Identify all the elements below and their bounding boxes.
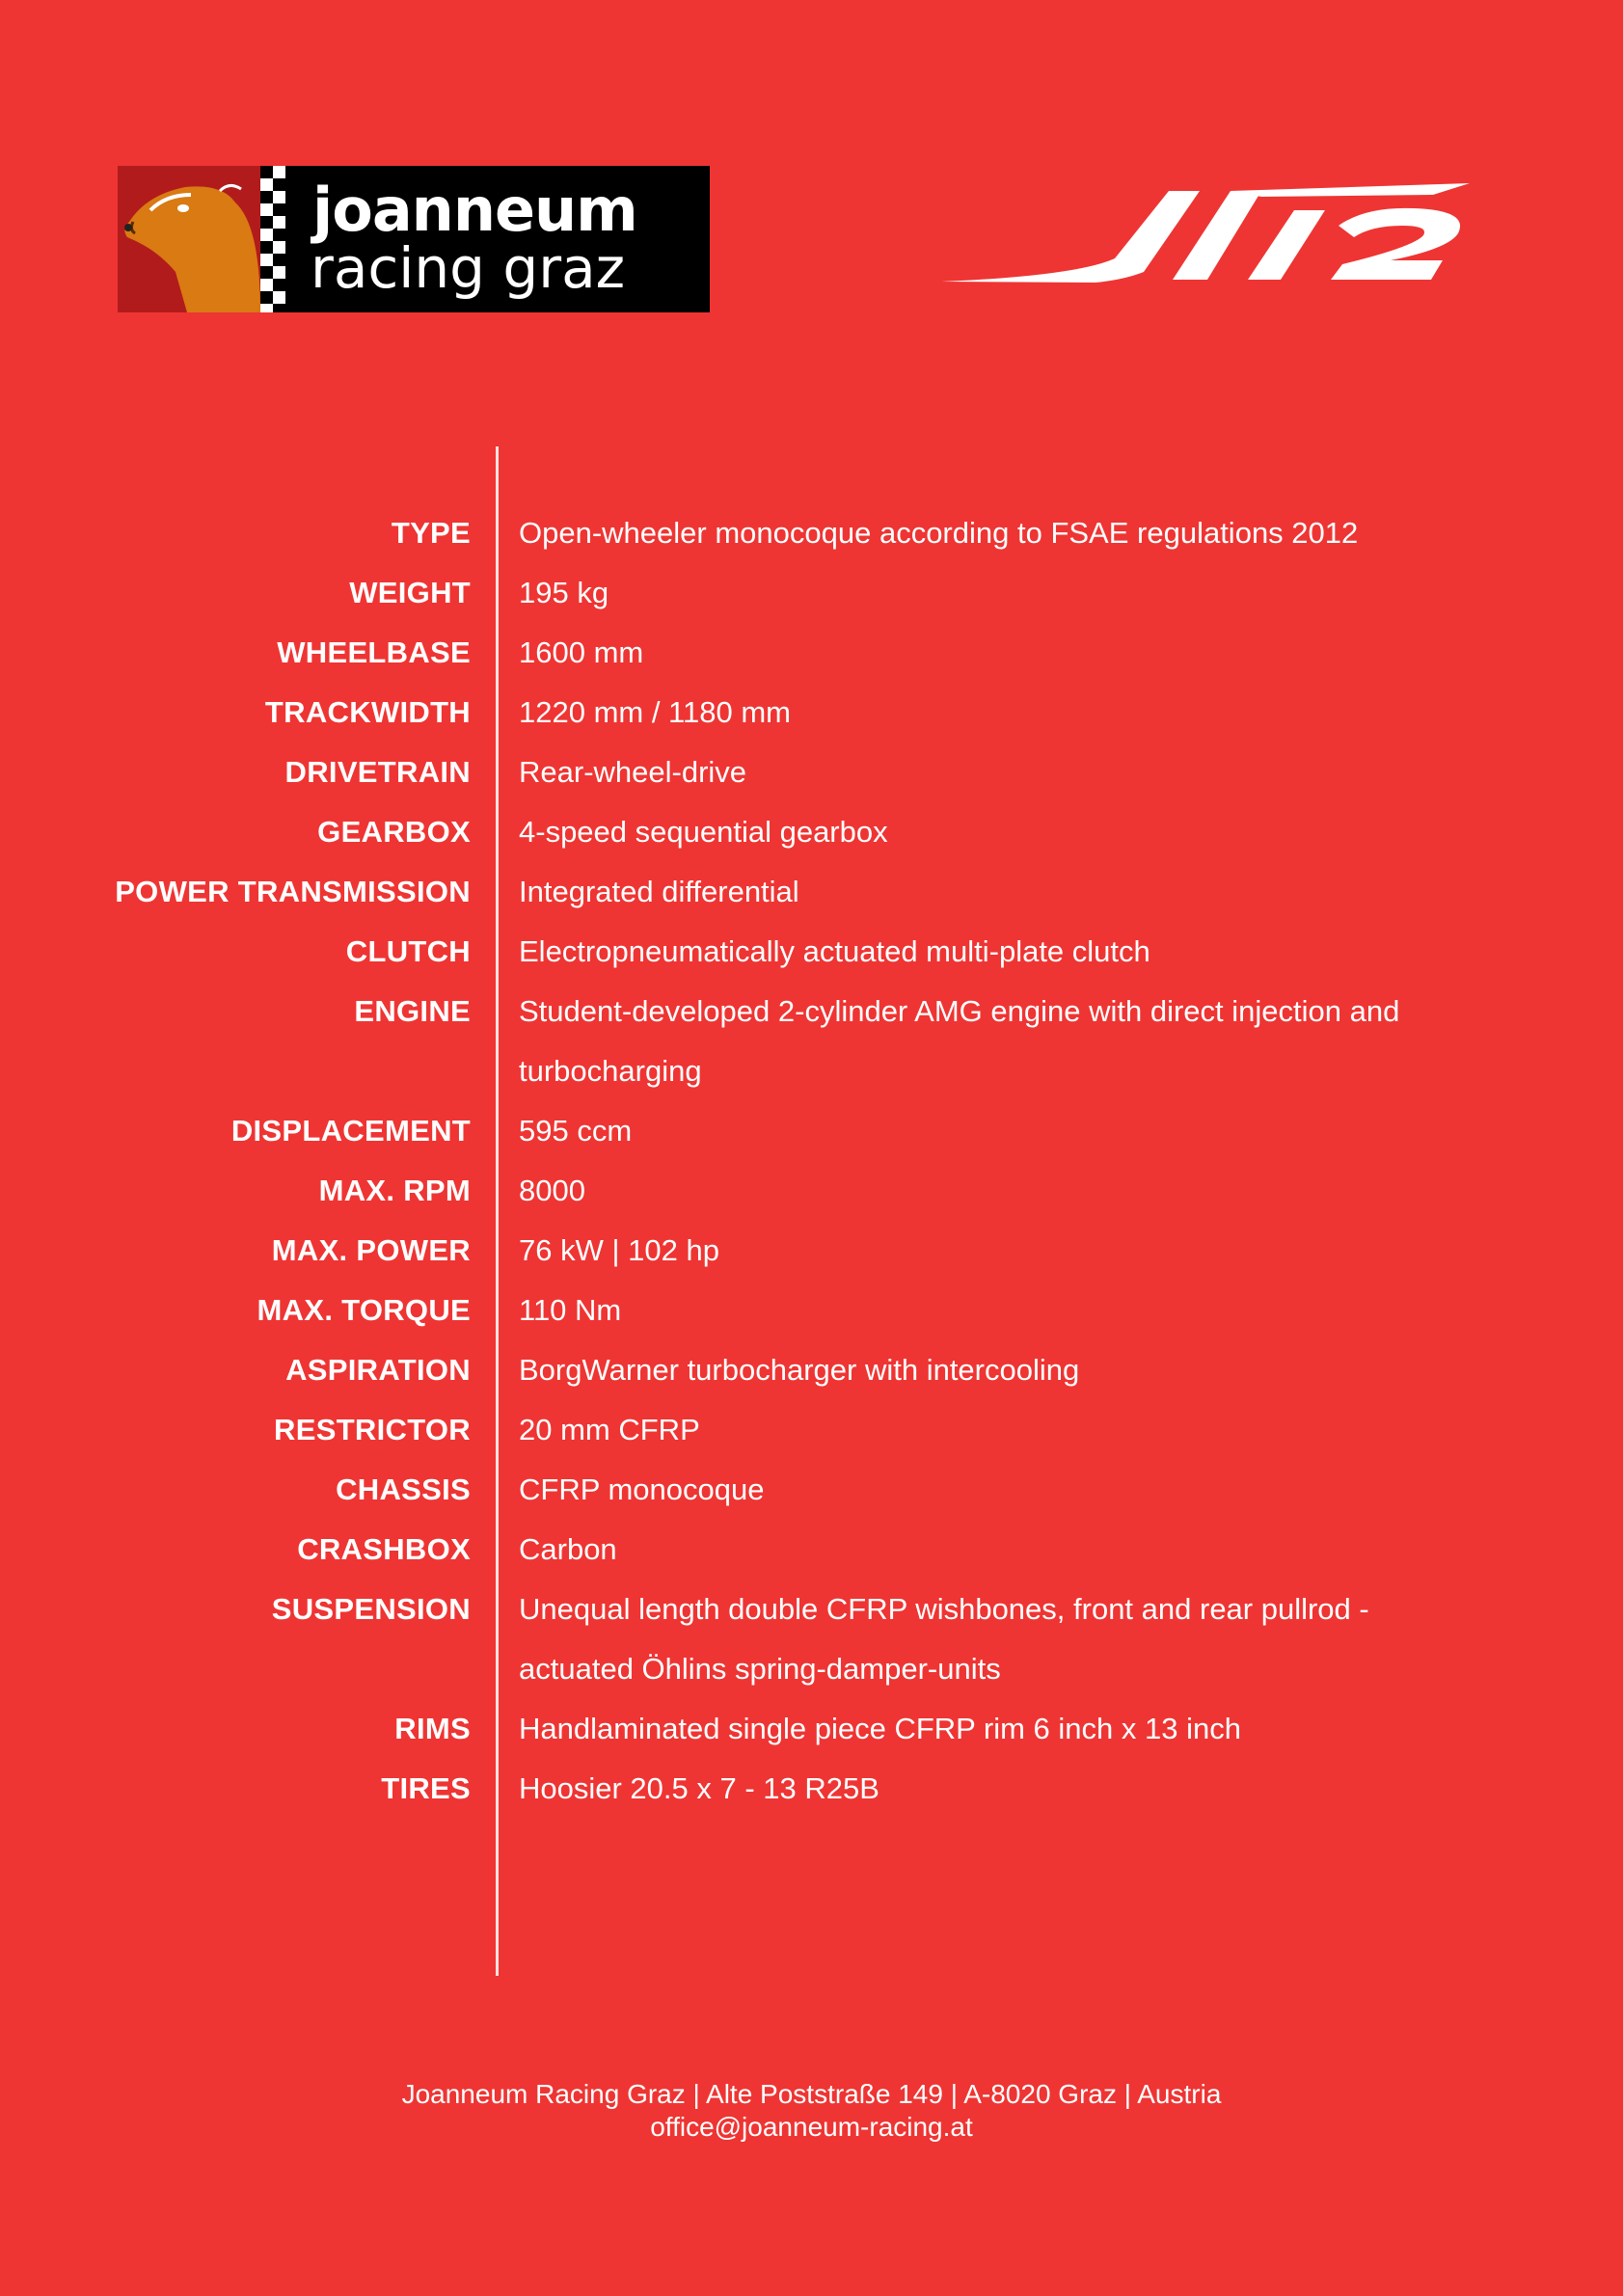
- spec-label: WEIGHT: [349, 576, 471, 609]
- spec-value: Handlaminated single piece CFRP rim 6 inch x 13 inch: [519, 1712, 1241, 1745]
- spec-row-weight: [0, 563, 1623, 623]
- spec-label: RESTRICTOR: [274, 1413, 471, 1446]
- spec-value: 110 Nm: [519, 1293, 622, 1327]
- spec-value: 4-speed sequential gearbox: [519, 815, 888, 849]
- spec-value: 76 kW | 102 hp: [519, 1233, 719, 1267]
- spec-value: Rear-wheel-drive: [519, 755, 747, 789]
- spec-table: [0, 503, 1623, 1819]
- spec-label: POWER TRANSMISSION: [115, 875, 471, 908]
- spec-row-trackwidth: [0, 683, 1623, 743]
- spec-label: DRIVETRAIN: [284, 755, 471, 789]
- spec-row-type: [0, 503, 1623, 563]
- spec-value: 1220 mm / 1180 mm: [519, 695, 791, 729]
- logo-word-joanneum: joanneum: [312, 175, 637, 245]
- spec-row-displacement: [0, 1101, 1623, 1161]
- spec-label: CRASHBOX: [297, 1532, 471, 1566]
- footer: [0, 2078, 1623, 2144]
- spec-label: MAX. TORQUE: [257, 1293, 471, 1327]
- spec-label: ASPIRATION: [285, 1353, 471, 1387]
- spec-row-max-torque: [0, 1281, 1623, 1340]
- spec-row-wheelbase: [0, 623, 1623, 683]
- spec-label: WHEELBASE: [277, 635, 471, 669]
- jj12-emblem-icon: [941, 183, 1472, 291]
- footer-address: Joanneum Racing Graz | Alte Poststraße 149 | A-8020 Graz | Austria: [401, 2079, 1222, 2109]
- logo-wordmark: [285, 166, 710, 312]
- spec-label: RIMS: [394, 1712, 471, 1745]
- spec-row-suspension: [0, 1580, 1623, 1699]
- spec-value: Unequal length double CFRP wishbones, front and rear pullrod - actuated Öhlins spring-damper-units: [519, 1592, 1369, 1686]
- spec-row-tires: [0, 1759, 1623, 1819]
- spec-value: Carbon: [519, 1532, 617, 1566]
- spec-row-aspiration: [0, 1340, 1623, 1400]
- joanneum-racing-graz-logo: [118, 166, 710, 312]
- spec-row-clutch: [0, 922, 1623, 982]
- spec-label: DISPLACEMENT: [230, 1114, 471, 1148]
- spec-label: CLUTCH: [345, 934, 471, 968]
- spec-row-rims: [0, 1699, 1623, 1759]
- spec-label: MAX. RPM: [318, 1174, 471, 1207]
- spec-row-max-power: [0, 1221, 1623, 1281]
- spec-row-gearbox: [0, 802, 1623, 862]
- spec-value: 20 mm CFRP: [519, 1413, 700, 1446]
- spec-value: Electropneumatically actuated multi-plate clutch: [519, 934, 1150, 968]
- spec-value: 1600 mm: [519, 635, 644, 669]
- spec-row-drivetrain: [0, 743, 1623, 802]
- spec-label: GEARBOX: [317, 815, 471, 849]
- spec-row-crashbox: [0, 1520, 1623, 1580]
- footer-email[interactable]: office@joanneum-racing.at: [650, 2112, 973, 2142]
- spec-value: 595 ccm: [519, 1114, 633, 1148]
- spec-value: Hoosier 20.5 x 7 - 13 R25B: [519, 1771, 879, 1805]
- spec-value: BorgWarner turbocharger with intercooling: [519, 1353, 1080, 1387]
- spec-label: TYPE: [391, 516, 471, 550]
- spec-label: TIRES: [381, 1771, 471, 1805]
- spec-value: Integrated differential: [519, 875, 799, 908]
- spec-label: ENGINE: [354, 994, 471, 1028]
- spec-label: CHASSIS: [336, 1472, 471, 1506]
- spec-label: SUSPENSION: [271, 1592, 471, 1626]
- spec-label: MAX. POWER: [271, 1233, 471, 1267]
- spec-row-max-rpm: [0, 1161, 1623, 1221]
- spec-row-chassis: [0, 1460, 1623, 1520]
- logo-word-racing-graz: racing graz: [311, 235, 626, 301]
- spec-value: CFRP monocoque: [519, 1472, 765, 1506]
- spec-value: 195 kg: [519, 576, 609, 609]
- checkered-flag-icon: [260, 166, 285, 312]
- mascot-icon: [118, 166, 260, 312]
- spec-row-engine: [0, 982, 1623, 1101]
- spec-row-restrictor: [0, 1400, 1623, 1460]
- spec-label: TRACKWIDTH: [264, 695, 471, 729]
- spec-value: Open-wheeler monocoque according to FSAE regulations 2012: [519, 516, 1359, 550]
- spec-value: Student-developed 2-cylinder AMG engine with direct injection and turbocharging: [519, 994, 1400, 1088]
- spec-value: 8000: [519, 1174, 585, 1207]
- spec-row-power-transmission: [0, 862, 1623, 922]
